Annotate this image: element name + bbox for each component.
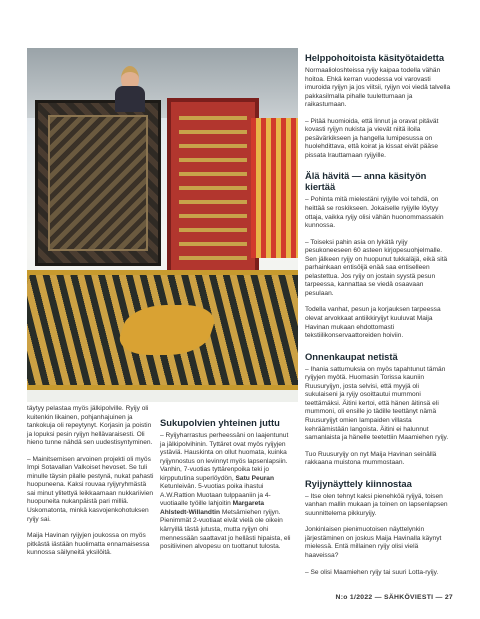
body-paragraph: – Ryijyharrastus perheessäni on laajentunut ja jälkipolvihinin. Tyttäret ovat myös ryijyjen ystäviä. Hauskinta on ollut huomata, kuinka ryijynnostus on levinnyt myös lapsenlapsiin. Vanhin, 7-vuotias tyttärenpoika teki jo kirppututina superlöydön, Satu Peuran Ketunleivän. 5-vuotias poika ihastui A.W.Rattion Muotaan tulppaaniin ja 4-vuotiaalle työille lahjoitin Margareta Ahlstedt-Willandtin Metsämiehen ryijyn. Pienimmät 2-vuotiaat eivät vielä ole oikein kärryillä tästä jutusta, mutta ryijyn ohi mennessään saattavat jo hellästi hipaista, eli positiivinen alvopesu on tuottanut tulosta. (160, 432, 291, 551)
left-text-column (27, 405, 154, 566)
person-name: Margareta Ahlstedt-Willandtin (160, 500, 265, 516)
section-heading: Älä hävitä — anna käsityön kiertää (305, 170, 427, 193)
body-paragraph: – Pitää huomioida, että linnut ja oravat pitävät kovasti ryijyn nukista ja vievät niitä iloila pesävärkikseen ja hangella lumipesussa on huolehdittava, että koirat ja kissat eivät pääse pissata lrauttamaan ryijyille. (305, 117, 439, 159)
page-footer: N:o 1/2022 — SÄHKÖVIESTI — 27 (335, 594, 453, 601)
body-paragraph: – Ihania sattumuksia on myös tapahtunut tämän ryijyjen myötä. Huomasin Torissa kauniin Ruusuryijyn, josta selvisi, että myyjä oli sukulaiseni ja ryijy osoittautui mummoni teettämäksi. Äitini kertoi, että hänen äitinsä eli mummoni, oli ensille jo tädille teettänyt nämä Ruusuryijyt omien lampaiden villasta kehräämistään langoista. Äitini ei halunnut samanlaista ja hänelle teetettiin Maamiehen ryijy. (305, 365, 449, 442)
striped-rug (251, 118, 298, 258)
body-paragraph: Tuo Ruusuryijy on nyt Maija Havinan seinällä rakkaana muistona mummostaan. (305, 450, 437, 467)
right-text-column (305, 52, 453, 585)
body-paragraph: – Itse olen tehnyt kaksi pienehköä ryijyä, toisen vanhan mallin mukaan ja toinen on lapsenlapsen suunnittelema pikkuryijy. (305, 492, 448, 517)
body-paragraph: – Mainitsemisen arvoinen projekti oli myös Impi Sotavallan Valkoiset hevoset. Se tuli minulle täysin pilalle pestynä, nukat pahasti huopuneena. Kaksi rouvaa ryijyryhmästä sai minut ylitettyä leikkaamaan nukkariivien huopuneita nukanpäistä pari milliä. Uskomatonta, minkä kasvojenkohotuksen ryijy sai. (27, 455, 154, 523)
body-paragraph: – Pohinta mitä mielestäni ryijylle voi tehdä, on heittää se roskikseen. Jokaiselle ryijylle löytyy ottaja, vaikka ryijy olisi vähän huonommassakin kunnossa. (305, 196, 444, 230)
woman-figure (115, 66, 145, 112)
dark-rug (35, 100, 161, 266)
body-paragraph: Maija Havinan ryijyjen joukossa on myös pitkästä iästään huolimatta ennamaisessa kunnossa säilyneitä yksilöitä. (27, 532, 150, 557)
body-paragraph: Normaalioloshteissa ryijy kaipaa todella vähän hoitoa. Ehkä kerran vuodessa voi varovasti imuroida ryijyn ja jos viitsii, ryijyn voi viedä talvella pakkasilmalla pihalle tuulettumaan ja raikastumaan. (305, 67, 451, 109)
person-name: Satu Peuran (235, 474, 274, 482)
rugs-in-snow-photo (27, 48, 298, 402)
section-heading: Ryijynäyttely kiinnostaa (305, 477, 412, 489)
body-paragraph: täytyy pelastaa myös jälkipolville. Ryijy oli kuitenkin likainen, pohjanhajuinen ja tankokuja oli repeytynyt. Korjasin ja poistin ja lopuksi pesin ryijyn hellävaraisesti. Oli hieno tunne nähdä sen uudestisyntyminen. (27, 405, 153, 447)
rug-on-snow (27, 270, 298, 390)
body-paragraph: – Se olisi Maamiehen ryijy tai suuri Lotta-ryijy. (305, 568, 439, 576)
body-paragraph: – Toiseksi pahin asia on lykätä ryijy pesukoneeseen 60 asteen kirjopesuohjelmalle. Sen jälkeen ryijy on huopunut tukkaläjä, eikä sitä parhainkaan entisöijä enää saa entiselleen pelastettua. Jos ryijy on jostain syystä pesun tarpeessa, kannattaa se viedä osaavaan pesulaan. (305, 238, 448, 297)
section-heading: Helppohoitoista käsityötaidetta (305, 52, 445, 63)
body-paragraph: Todella vanhat, pesun ja korjauksen tarpeessa olevat arvokkaat antiikkiryijyt kuuluvat Maija Havinan mukaan ehdottomasti tekstiilikonservaattoreiden hoiviin. (305, 306, 441, 340)
section-heading: Onnenkaupat netistä (305, 350, 398, 362)
section-heading: Sukupolvien yhteinen juttu (160, 417, 280, 428)
body-paragraph: Jonkinlaisen pienimuotoisen näyttelynkin järjestäminen on joskus Maija Havinalla käynyt mielessä. Entä millainen ryijy olisi vielä haaveissa? (305, 526, 442, 559)
red-rug (167, 98, 259, 274)
middle-text-column (160, 405, 291, 560)
